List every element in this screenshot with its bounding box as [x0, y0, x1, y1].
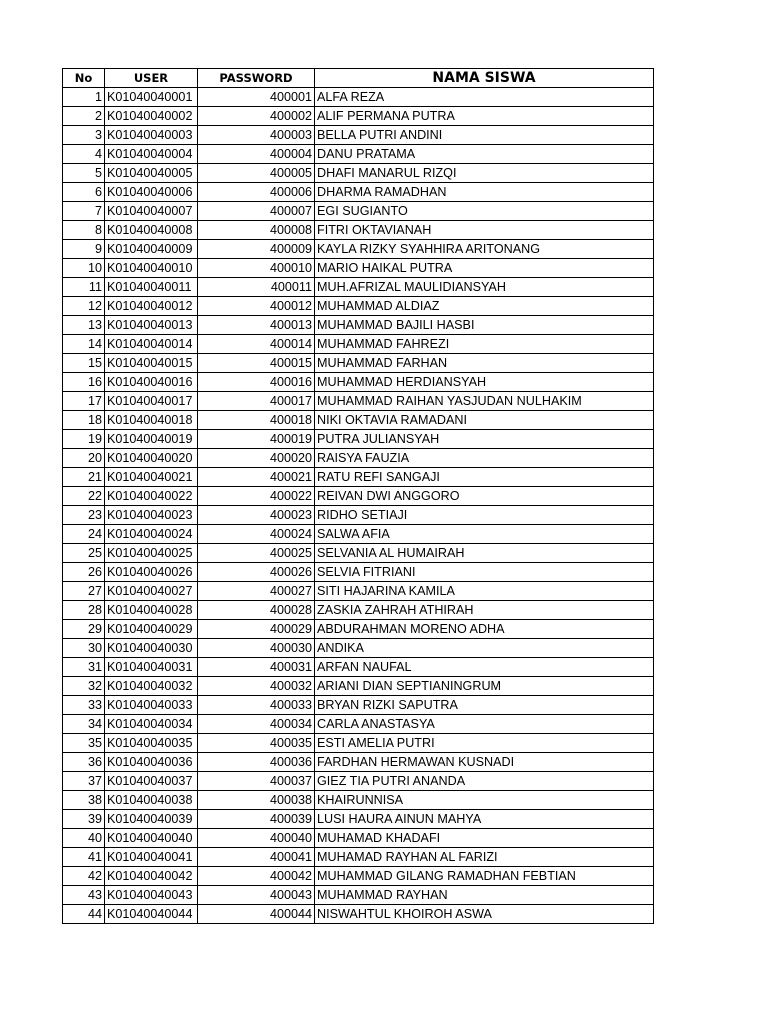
- user-id: K01040040021: [105, 468, 198, 487]
- user-id: K01040040008: [105, 221, 198, 240]
- student-name: ALIF PERMANA PUTRA: [315, 107, 654, 126]
- password: 400021: [198, 468, 315, 487]
- table-row: [63, 525, 654, 544]
- student-name: LUSI HAURA AINUN MAHYA: [315, 810, 654, 829]
- password: 400013: [198, 316, 315, 335]
- password: 400038: [198, 791, 315, 810]
- user-id: K01040040028: [105, 601, 198, 620]
- row-number: 11: [63, 278, 105, 297]
- table-row: [63, 430, 654, 449]
- user-id: K01040040011: [105, 278, 198, 297]
- table-row: [63, 886, 654, 905]
- password: 400015: [198, 354, 315, 373]
- user-id: K01040040010: [105, 259, 198, 278]
- password: 400029: [198, 620, 315, 639]
- header-user: USER: [105, 69, 198, 88]
- row-number: 37: [63, 772, 105, 791]
- row-number: 13: [63, 316, 105, 335]
- row-number: 4: [63, 145, 105, 164]
- student-name: MUHAMMAD FARHAN: [315, 354, 654, 373]
- user-id: K01040040014: [105, 335, 198, 354]
- table-row: [63, 639, 654, 658]
- student-name: ARIANI DIAN SEPTIANINGRUM: [315, 677, 654, 696]
- student-name: CARLA ANASTASYA: [315, 715, 654, 734]
- password: 400027: [198, 582, 315, 601]
- student-name: ALFA REZA: [315, 88, 654, 107]
- student-name: RIDHO SETIAJI: [315, 506, 654, 525]
- password: 400044: [198, 905, 315, 924]
- row-number: 12: [63, 297, 105, 316]
- user-id: K01040040030: [105, 639, 198, 658]
- table-row: [63, 791, 654, 810]
- user-id: K01040040034: [105, 715, 198, 734]
- user-id: K01040040044: [105, 905, 198, 924]
- password: 400036: [198, 753, 315, 772]
- table-row: [63, 107, 654, 126]
- password: 400017: [198, 392, 315, 411]
- table-row: [63, 183, 654, 202]
- student-name: MUHAMMAD BAJILI HASBI: [315, 316, 654, 335]
- student-name: DHAFI MANARUL RIZQI: [315, 164, 654, 183]
- password: 400010: [198, 259, 315, 278]
- row-number: 28: [63, 601, 105, 620]
- row-number: 10: [63, 259, 105, 278]
- table-row: [63, 278, 654, 297]
- table-row: [63, 297, 654, 316]
- row-number: 22: [63, 487, 105, 506]
- table-body: [63, 88, 654, 924]
- user-id: K01040040002: [105, 107, 198, 126]
- row-number: 1: [63, 88, 105, 107]
- student-account-table: [62, 68, 654, 924]
- table-row: [63, 601, 654, 620]
- user-id: K01040040029: [105, 620, 198, 639]
- student-name: SELVANIA AL HUMAIRAH: [315, 544, 654, 563]
- student-name: KAYLA RIZKY SYAHHIRA ARITONANG: [315, 240, 654, 259]
- row-number: 36: [63, 753, 105, 772]
- password: 400019: [198, 430, 315, 449]
- user-id: K01040040003: [105, 126, 198, 145]
- password: 400006: [198, 183, 315, 202]
- password: 400018: [198, 411, 315, 430]
- row-number: 16: [63, 373, 105, 392]
- table-row: [63, 620, 654, 639]
- student-name: MUHAMMAD RAYHAN: [315, 886, 654, 905]
- table-row: [63, 696, 654, 715]
- row-number: 24: [63, 525, 105, 544]
- user-id: K01040040006: [105, 183, 198, 202]
- user-id: K01040040033: [105, 696, 198, 715]
- table-row: [63, 506, 654, 525]
- student-name: MUHAMAD KHADAFI: [315, 829, 654, 848]
- student-name: ARFAN NAUFAL: [315, 658, 654, 677]
- student-name: ABDURAHMAN MORENO ADHA: [315, 620, 654, 639]
- user-id: K01040040004: [105, 145, 198, 164]
- user-id: K01040040032: [105, 677, 198, 696]
- password: 400034: [198, 715, 315, 734]
- user-id: K01040040023: [105, 506, 198, 525]
- header-nama-siswa: NAMA SISWA: [315, 69, 654, 88]
- student-name: MUHAMMAD HERDIANSYAH: [315, 373, 654, 392]
- student-name: MUHAMMAD GILANG RAMADHAN FEBTIAN: [315, 867, 654, 886]
- row-number: 25: [63, 544, 105, 563]
- student-name: MUHAMMAD ALDIAZ: [315, 297, 654, 316]
- header-password: PASSWORD: [198, 69, 315, 88]
- student-name: REIVAN DWI ANGGORO: [315, 487, 654, 506]
- user-id: K01040040009: [105, 240, 198, 259]
- password: 400005: [198, 164, 315, 183]
- password: 400035: [198, 734, 315, 753]
- user-id: K01040040037: [105, 772, 198, 791]
- table-row: [63, 411, 654, 430]
- student-name: BRYAN RIZKI SAPUTRA: [315, 696, 654, 715]
- header-row: [63, 69, 654, 88]
- table-row: [63, 126, 654, 145]
- password: 400025: [198, 544, 315, 563]
- student-name: SELVIA FITRIANI: [315, 563, 654, 582]
- password: 400033: [198, 696, 315, 715]
- user-id: K01040040017: [105, 392, 198, 411]
- student-name: MUH.AFRIZAL MAULIDIANSYAH: [315, 278, 654, 297]
- password: 400002: [198, 107, 315, 126]
- password: 400041: [198, 848, 315, 867]
- user-id: K01040040027: [105, 582, 198, 601]
- password: 400024: [198, 525, 315, 544]
- row-number: 9: [63, 240, 105, 259]
- user-id: K01040040013: [105, 316, 198, 335]
- table-row: [63, 753, 654, 772]
- password: 400039: [198, 810, 315, 829]
- row-number: 20: [63, 449, 105, 468]
- student-name: ZASKIA ZAHRAH ATHIRAH: [315, 601, 654, 620]
- password: 400007: [198, 202, 315, 221]
- row-number: 32: [63, 677, 105, 696]
- row-number: 39: [63, 810, 105, 829]
- table-row: [63, 221, 654, 240]
- table-row: [63, 449, 654, 468]
- table-row: [63, 544, 654, 563]
- user-id: K01040040041: [105, 848, 198, 867]
- password: 400012: [198, 297, 315, 316]
- password: 400028: [198, 601, 315, 620]
- table-row: [63, 316, 654, 335]
- row-number: 6: [63, 183, 105, 202]
- student-name: MUHAMMAD FAHREZI: [315, 335, 654, 354]
- table-row: [63, 715, 654, 734]
- student-name: GIEZ TIA PUTRI ANANDA: [315, 772, 654, 791]
- password: 400022: [198, 487, 315, 506]
- table-row: [63, 240, 654, 259]
- table-row: [63, 392, 654, 411]
- row-number: 2: [63, 107, 105, 126]
- password: 400026: [198, 563, 315, 582]
- row-number: 29: [63, 620, 105, 639]
- table-row: [63, 468, 654, 487]
- table-row: [63, 145, 654, 164]
- table-row: [63, 354, 654, 373]
- table-row: [63, 487, 654, 506]
- table-row: [63, 810, 654, 829]
- student-name: PUTRA JULIANSYAH: [315, 430, 654, 449]
- row-number: 41: [63, 848, 105, 867]
- password: 400023: [198, 506, 315, 525]
- row-number: 23: [63, 506, 105, 525]
- user-id: K01040040035: [105, 734, 198, 753]
- table-row: [63, 259, 654, 278]
- table-row: [63, 164, 654, 183]
- row-number: 19: [63, 430, 105, 449]
- student-name: ESTI AMELIA PUTRI: [315, 734, 654, 753]
- user-id: K01040040001: [105, 88, 198, 107]
- user-id: K01040040016: [105, 373, 198, 392]
- student-name: MUHAMAD RAYHAN AL FARIZI: [315, 848, 654, 867]
- student-name: FARDHAN HERMAWAN KUSNADI: [315, 753, 654, 772]
- user-id: K01040040026: [105, 563, 198, 582]
- student-name: BELLA PUTRI ANDINI: [315, 126, 654, 145]
- user-id: K01040040020: [105, 449, 198, 468]
- student-name: ANDIKA: [315, 639, 654, 658]
- row-number: 35: [63, 734, 105, 753]
- password: 400042: [198, 867, 315, 886]
- table-row: [63, 202, 654, 221]
- password: 400009: [198, 240, 315, 259]
- password: 400030: [198, 639, 315, 658]
- row-number: 38: [63, 791, 105, 810]
- user-id: K01040040036: [105, 753, 198, 772]
- student-name: MARIO HAIKAL PUTRA: [315, 259, 654, 278]
- password: 400003: [198, 126, 315, 145]
- password: 400032: [198, 677, 315, 696]
- password: 400031: [198, 658, 315, 677]
- user-id: K01040040007: [105, 202, 198, 221]
- row-number: 17: [63, 392, 105, 411]
- password: 400008: [198, 221, 315, 240]
- header-no: No: [63, 69, 105, 88]
- table-row: [63, 335, 654, 354]
- row-number: 40: [63, 829, 105, 848]
- student-name: NIKI OKTAVIA RAMADANI: [315, 411, 654, 430]
- table-row: [63, 772, 654, 791]
- table-row: [63, 867, 654, 886]
- table-row: [63, 677, 654, 696]
- user-id: K01040040043: [105, 886, 198, 905]
- user-id: K01040040022: [105, 487, 198, 506]
- student-name: KHAIRUNNISA: [315, 791, 654, 810]
- student-name: RATU REFI SANGAJI: [315, 468, 654, 487]
- user-id: K01040040025: [105, 544, 198, 563]
- row-number: 21: [63, 468, 105, 487]
- table-row: [63, 88, 654, 107]
- student-name: FITRI OKTAVIANAH: [315, 221, 654, 240]
- table-row: [63, 582, 654, 601]
- password: 400014: [198, 335, 315, 354]
- user-id: K01040040005: [105, 164, 198, 183]
- table-row: [63, 658, 654, 677]
- password: 400037: [198, 772, 315, 791]
- table-row: [63, 563, 654, 582]
- student-name: SALWA AFIA: [315, 525, 654, 544]
- row-number: 30: [63, 639, 105, 658]
- row-number: 3: [63, 126, 105, 145]
- table-row: [63, 829, 654, 848]
- password: 400020: [198, 449, 315, 468]
- student-name: EGI SUGIANTO: [315, 202, 654, 221]
- row-number: 44: [63, 905, 105, 924]
- table-row: [63, 905, 654, 924]
- row-number: 33: [63, 696, 105, 715]
- user-id: K01040040012: [105, 297, 198, 316]
- user-id: K01040040015: [105, 354, 198, 373]
- user-id: K01040040042: [105, 867, 198, 886]
- row-number: 8: [63, 221, 105, 240]
- row-number: 43: [63, 886, 105, 905]
- row-number: 42: [63, 867, 105, 886]
- user-id: K01040040018: [105, 411, 198, 430]
- user-id: K01040040024: [105, 525, 198, 544]
- student-name: NISWAHTUL KHOIROH ASWA: [315, 905, 654, 924]
- student-name: SITI HAJARINA KAMILA: [315, 582, 654, 601]
- row-number: 14: [63, 335, 105, 354]
- password: 400016: [198, 373, 315, 392]
- student-name: MUHAMMAD RAIHAN YASJUDAN NULHAKIM: [315, 392, 654, 411]
- row-number: 5: [63, 164, 105, 183]
- password: 400001: [198, 88, 315, 107]
- user-id: K01040040031: [105, 658, 198, 677]
- table-row: [63, 848, 654, 867]
- row-number: 18: [63, 411, 105, 430]
- row-number: 31: [63, 658, 105, 677]
- user-id: K01040040019: [105, 430, 198, 449]
- row-number: 26: [63, 563, 105, 582]
- user-id: K01040040038: [105, 791, 198, 810]
- student-name: RAISYA FAUZIA: [315, 449, 654, 468]
- row-number: 15: [63, 354, 105, 373]
- password: 400040: [198, 829, 315, 848]
- user-id: K01040040039: [105, 810, 198, 829]
- password: 400011: [198, 278, 315, 297]
- user-id: K01040040040: [105, 829, 198, 848]
- table-row: [63, 373, 654, 392]
- password: 400004: [198, 145, 315, 164]
- password: 400043: [198, 886, 315, 905]
- row-number: 7: [63, 202, 105, 221]
- student-name: DANU PRATAMA: [315, 145, 654, 164]
- row-number: 34: [63, 715, 105, 734]
- row-number: 27: [63, 582, 105, 601]
- table-row: [63, 734, 654, 753]
- student-name: DHARMA RAMADHAN: [315, 183, 654, 202]
